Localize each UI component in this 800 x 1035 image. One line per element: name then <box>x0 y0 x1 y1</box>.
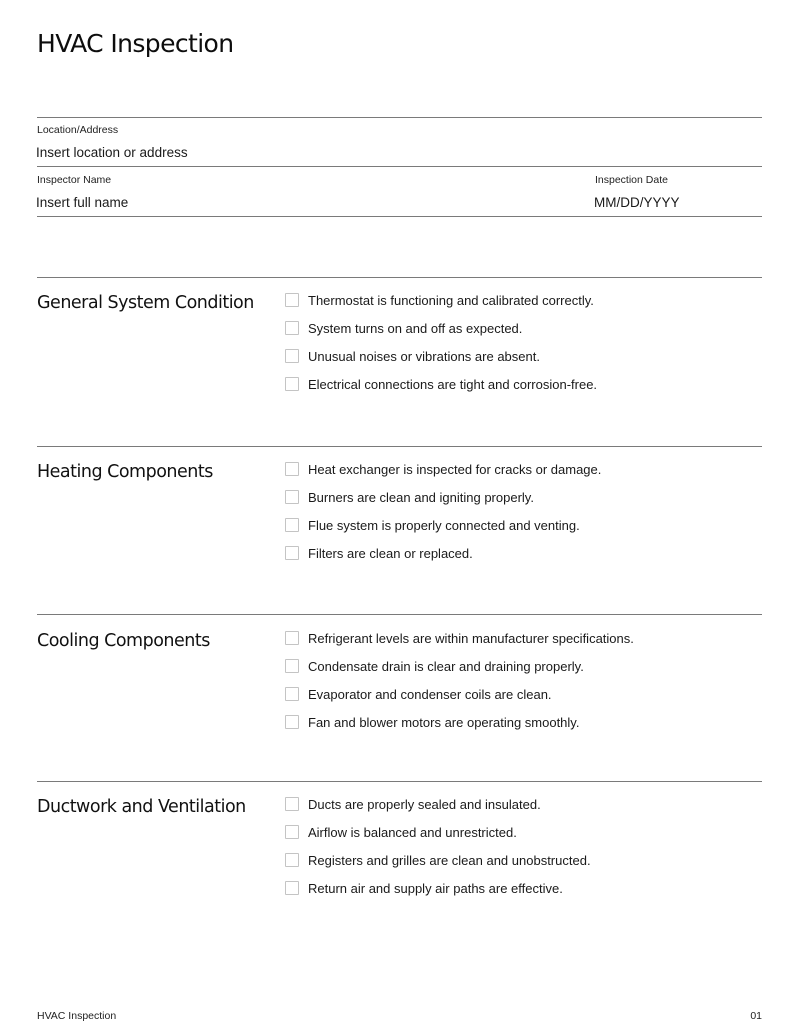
divider <box>37 166 762 167</box>
checkbox[interactable] <box>285 546 299 560</box>
checklist-item-label: Return air and supply air paths are effective. <box>308 880 563 896</box>
checklist-item[interactable] <box>285 489 534 505</box>
checkbox[interactable] <box>285 321 299 335</box>
section-heading-heating: Heating Components <box>37 462 213 482</box>
checkbox[interactable] <box>285 825 299 839</box>
footer-document-name: HVAC Inspection <box>37 1010 117 1022</box>
inspection-date-input[interactable] <box>594 195 754 210</box>
checklist-item-label: Condensate drain is clear and draining properly. <box>308 658 584 674</box>
checklist-item-label: Electrical connections are tight and corrosion-free. <box>308 376 598 392</box>
location-input[interactable] <box>36 145 736 160</box>
checklist-item[interactable] <box>285 630 634 646</box>
checklist-item[interactable] <box>285 824 517 840</box>
section-divider <box>37 781 762 782</box>
inspector-name-input[interactable] <box>36 195 556 210</box>
checklist-item-label: Heat exchanger is inspected for cracks or damage. <box>308 461 602 477</box>
checklist-item[interactable] <box>285 686 552 702</box>
checkbox[interactable] <box>285 797 299 811</box>
checklist-item[interactable] <box>285 348 540 364</box>
checkbox[interactable] <box>285 490 299 504</box>
section-heading-cooling: Cooling Components <box>37 631 210 651</box>
checkbox[interactable] <box>285 631 299 645</box>
divider <box>37 216 762 217</box>
inspector-name-label: Inspector Name <box>37 174 112 186</box>
checkbox[interactable] <box>285 518 299 532</box>
checklist-item[interactable] <box>285 517 580 533</box>
checklist-item[interactable] <box>285 461 601 477</box>
checklist-item-label: Airflow is balanced and unrestricted. <box>308 824 517 840</box>
section-heading-ductwork: Ductwork and Ventilation <box>37 797 246 817</box>
checkbox[interactable] <box>285 659 299 673</box>
checklist-item-label: Registers and grilles are clean and unobstructed. <box>308 852 591 868</box>
checklist-item-label: Ducts are properly sealed and insulated. <box>308 796 541 812</box>
checklist-item-label: Thermostat is functioning and calibrated correctly. <box>308 292 594 308</box>
section-divider <box>37 277 762 278</box>
checkbox[interactable] <box>285 293 299 307</box>
section-divider <box>37 614 762 615</box>
checkbox[interactable] <box>285 853 299 867</box>
inspection-date-label: Inspection Date <box>595 174 668 186</box>
location-label: Location/Address <box>37 124 119 136</box>
checklist-item[interactable] <box>285 658 584 674</box>
checklist-item[interactable] <box>285 376 597 392</box>
checkbox[interactable] <box>285 687 299 701</box>
divider <box>37 117 762 118</box>
checklist-item-label: Refrigerant levels are within manufacturer specifications. <box>308 630 634 646</box>
checkbox[interactable] <box>285 462 299 476</box>
section-heading-general-system: General System Condition <box>37 293 254 313</box>
checklist-item-label: Burners are clean and igniting properly. <box>308 489 534 505</box>
checklist-item-label: Fan and blower motors are operating smoothly. <box>308 714 580 730</box>
section-divider <box>37 446 762 447</box>
checklist-item[interactable] <box>285 796 541 812</box>
checklist-item[interactable] <box>285 714 579 730</box>
checklist-item-label: Filters are clean or replaced. <box>308 545 473 561</box>
checkbox[interactable] <box>285 349 299 363</box>
checklist-item[interactable] <box>285 320 522 336</box>
checklist-item[interactable] <box>285 545 473 561</box>
checklist-item[interactable] <box>285 852 591 868</box>
checklist-item-label: Unusual noises or vibrations are absent. <box>308 348 540 364</box>
checklist-item[interactable] <box>285 292 594 308</box>
checklist-item-label: Evaporator and condenser coils are clean. <box>308 686 552 702</box>
checkbox[interactable] <box>285 881 299 895</box>
page-title: HVAC Inspection <box>37 29 234 58</box>
checklist-item-label: System turns on and off as expected. <box>308 320 523 336</box>
checkbox[interactable] <box>285 715 299 729</box>
footer-page-number: 01 <box>750 1010 762 1022</box>
checklist-item-label: Flue system is properly connected and venting. <box>308 517 580 533</box>
checkbox[interactable] <box>285 377 299 391</box>
checklist-item[interactable] <box>285 880 563 896</box>
